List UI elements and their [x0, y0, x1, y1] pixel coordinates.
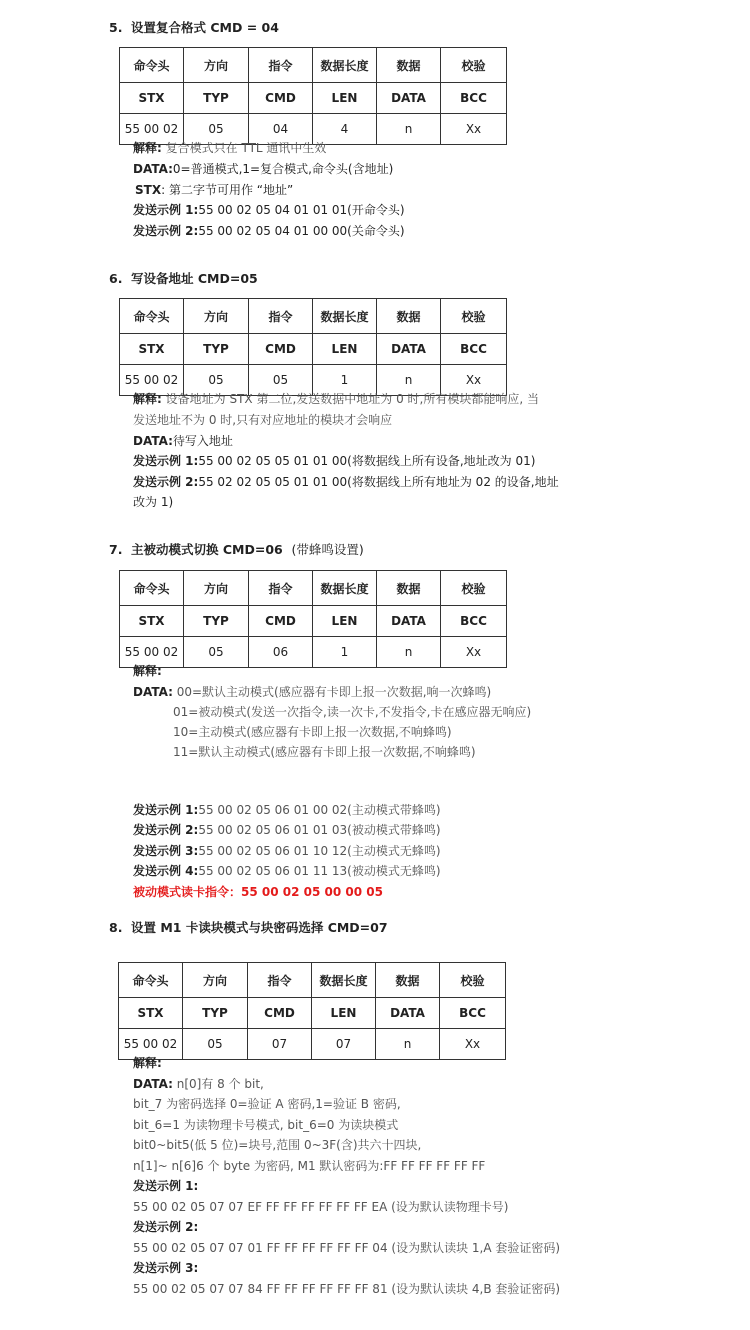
explain-line: 解释: 复合模式只在 TTL 通讯中生效 [133, 141, 327, 155]
header-cell: 命令头 [120, 48, 184, 83]
header-cell: 数据长度 [313, 571, 377, 606]
code-cell: CMD [249, 83, 313, 114]
example-line: 55 00 02 05 07 07 84 FF FF FF FF FF FF 81 (设为默认读块 4,B 套验证密码) [133, 1282, 561, 1296]
example-line: 发送示例 2:55 00 02 05 06 01 01 03(被动模式带蜂鸣) [133, 823, 441, 837]
header-cell: 方向 [184, 299, 249, 334]
section-8-heading [109, 918, 388, 936]
table-code-row [119, 998, 506, 1029]
table-code-row [120, 606, 507, 637]
value-cell: 05 [184, 365, 249, 396]
data-option-line: 10=主动模式(感应器有卡即上报一次数据,不响蜂鸣) [173, 725, 452, 739]
code-cell: STX [120, 83, 184, 114]
value-cell: Xx [441, 637, 507, 668]
value-cell: 55 00 02 [119, 1029, 183, 1060]
example-line: 发送示例 3:55 00 02 05 06 01 10 12(主动模式无蜂鸣) [133, 844, 441, 858]
code-cell: LEN [313, 334, 377, 365]
example-line: 55 00 02 05 07 07 01 FF FF FF FF FF FF 04 (设为默认读块 1,A 套验证密码) [133, 1241, 561, 1255]
section-7-heading [109, 540, 364, 558]
section-number: 7. [109, 542, 123, 557]
value-cell: n [377, 114, 441, 145]
code-cell: CMD [249, 334, 313, 365]
table-row [120, 637, 507, 668]
value-cell: 1 [313, 365, 377, 396]
code-cell: STX [120, 606, 184, 637]
value-cell: 55 00 02 [120, 365, 184, 396]
code-cell: LEN [313, 606, 377, 637]
value-cell: 55 00 02 [120, 114, 184, 145]
code-cell: BCC [441, 334, 507, 365]
header-cell: 数据 [377, 48, 441, 83]
value-cell: 07 [312, 1029, 376, 1060]
bit-desc-line: bit_7 为密码选择 0=验证 A 密码,1=验证 B 密码, [133, 1097, 401, 1111]
table-row [119, 1029, 506, 1060]
header-cell: 校验 [441, 299, 507, 334]
passive-read-command: 被动模式读卡指令：55 00 02 05 00 00 05 [133, 885, 383, 899]
data-option-line: 01=被动模式(发送一次指令,读一次卡,不发指令,卡在感应器无响应) [173, 705, 532, 719]
header-cell: 指令 [249, 48, 313, 83]
code-cell: BCC [441, 83, 507, 114]
section-6-heading [109, 269, 258, 287]
value-cell: 04 [249, 114, 313, 145]
header-cell: 数据 [377, 571, 441, 606]
code-cell: DATA [377, 606, 441, 637]
header-cell: 校验 [440, 963, 506, 998]
header-cell: 数据 [376, 963, 440, 998]
value-cell: 05 [184, 637, 249, 668]
explain-line-cont: 发送地址不为 0 时,只有对应地址的模块才会响应 [133, 413, 393, 427]
code-cell: STX [120, 334, 184, 365]
section-number: 8. [109, 920, 123, 935]
stx-line: STX: 第二字节可用作 “地址” [135, 183, 294, 197]
table-header-row [120, 299, 507, 334]
value-cell: n [377, 365, 441, 396]
data-option-line: 11=默认主动模式(感应器有卡即上报一次数据,不响蜂鸣) [173, 745, 476, 759]
section-7-table [119, 570, 507, 668]
code-cell: BCC [441, 606, 507, 637]
header-cell: 指令 [248, 963, 312, 998]
section-number: 5. [109, 20, 123, 35]
value-cell: Xx [440, 1029, 506, 1060]
value-cell: 05 [184, 114, 249, 145]
section-5-heading [109, 18, 279, 36]
value-cell: 05 [183, 1029, 248, 1060]
header-cell: 方向 [183, 963, 248, 998]
header-cell: 指令 [249, 571, 313, 606]
code-cell: DATA [377, 83, 441, 114]
header-cell: 命令头 [120, 571, 184, 606]
header-cell: 方向 [184, 48, 249, 83]
section-title: 设置复合格式 CMD = 04 [131, 20, 279, 35]
example-line: 发送示例 4:55 00 02 05 06 01 11 13(被动模式无蜂鸣) [133, 864, 441, 878]
header-cell: 命令头 [119, 963, 183, 998]
example-label: 发送示例 3: [133, 1261, 199, 1275]
code-cell: TYP [184, 83, 249, 114]
section-number: 6. [109, 271, 123, 286]
header-cell: 数据长度 [313, 299, 377, 334]
value-cell: 55 00 02 [120, 637, 184, 668]
code-cell: CMD [249, 606, 313, 637]
table-header-row [120, 571, 507, 606]
data-line: DATA: n[0]有 8 个 bit, [133, 1077, 264, 1091]
explain-line: 解释: [133, 664, 162, 678]
code-cell: DATA [377, 334, 441, 365]
example-line: 发送示例 1:55 00 02 05 05 01 01 00(将数据线上所有设备,地址改为 01) [133, 454, 536, 468]
data-line: DATA: 00=默认主动模式(感应器有卡即上报一次数据,响一次蜂鸣) [133, 685, 492, 699]
value-cell: 06 [249, 637, 313, 668]
code-cell: DATA [376, 998, 440, 1029]
bit-desc-line: bit_6=1 为读物理卡号模式, bit_6=0 为读块模式 [133, 1118, 399, 1132]
value-cell: Xx [441, 365, 507, 396]
example-label: 发送示例 2: [133, 1220, 199, 1234]
explain-line: 解释: [133, 1056, 162, 1070]
data-line: DATA:待写入地址 [133, 434, 233, 448]
value-cell: 05 [249, 365, 313, 396]
value-cell: 1 [313, 637, 377, 668]
header-cell: 校验 [441, 571, 507, 606]
section-title: 写设备地址 CMD=05 [131, 271, 258, 286]
example-line: 发送示例 1:55 00 02 05 04 01 01 01(开命令头) [133, 203, 405, 217]
header-cell: 数据长度 [312, 963, 376, 998]
header-cell: 校验 [441, 48, 507, 83]
code-cell: LEN [313, 83, 377, 114]
code-cell: TYP [184, 606, 249, 637]
section-6-table [119, 298, 507, 396]
example-line: 55 00 02 05 07 07 EF FF FF FF FF FF FF EA (设为默认读物理卡号) [133, 1200, 509, 1214]
bit-desc-line: n[1]~ n[6]6 个 byte 为密码, M1 默认密码为:FF FF FF FF FF FF [133, 1159, 486, 1173]
value-cell: n [377, 637, 441, 668]
example-line: 发送示例 2:55 02 02 05 05 01 01 00(将数据线上所有地址为 02 的设备,地址 [133, 475, 559, 489]
table-code-row [120, 83, 507, 114]
example-label: 发送示例 1: [133, 1179, 199, 1193]
code-cell: STX [119, 998, 183, 1029]
value-cell: n [376, 1029, 440, 1060]
section-5-table [119, 47, 507, 145]
value-cell: 4 [313, 114, 377, 145]
section-subtitle: (带蜂鸣设置) [291, 542, 364, 557]
code-cell: BCC [440, 998, 506, 1029]
header-cell: 数据 [377, 299, 441, 334]
section-title: 设置 M1 卡读块模式与块密码选择 CMD=07 [131, 920, 388, 935]
table-header-row [120, 48, 507, 83]
header-cell: 数据长度 [313, 48, 377, 83]
value-cell: 07 [248, 1029, 312, 1060]
table-header-row [119, 963, 506, 998]
data-line: DATA:0=普通模式,1=复合模式,命令头(含地址) [133, 162, 394, 176]
table-code-row [120, 334, 507, 365]
code-cell: LEN [312, 998, 376, 1029]
section-8-table [118, 962, 506, 1060]
code-cell: TYP [183, 998, 248, 1029]
example-line: 发送示例 1:55 00 02 05 06 01 00 02(主动模式带蜂鸣) [133, 803, 441, 817]
header-cell: 指令 [249, 299, 313, 334]
example-line: 发送示例 2:55 00 02 05 04 01 00 00(关命令头) [133, 224, 405, 238]
header-cell: 方向 [184, 571, 249, 606]
section-title: 主被动模式切换 CMD=06 [131, 542, 283, 557]
header-cell: 命令头 [120, 299, 184, 334]
bit-desc-line: bit0~bit5(低 5 位)=块号,范围 0~3F(含)共六十四块, [133, 1138, 422, 1152]
explain-line: 解释: 设备地址为 STX 第二位,发送数据中地址为 0 时,所有模块都能响应, 当 [133, 392, 539, 406]
code-cell: TYP [184, 334, 249, 365]
value-cell: Xx [441, 114, 507, 145]
example-line-cont: 改为 1) [133, 495, 174, 509]
code-cell: CMD [248, 998, 312, 1029]
